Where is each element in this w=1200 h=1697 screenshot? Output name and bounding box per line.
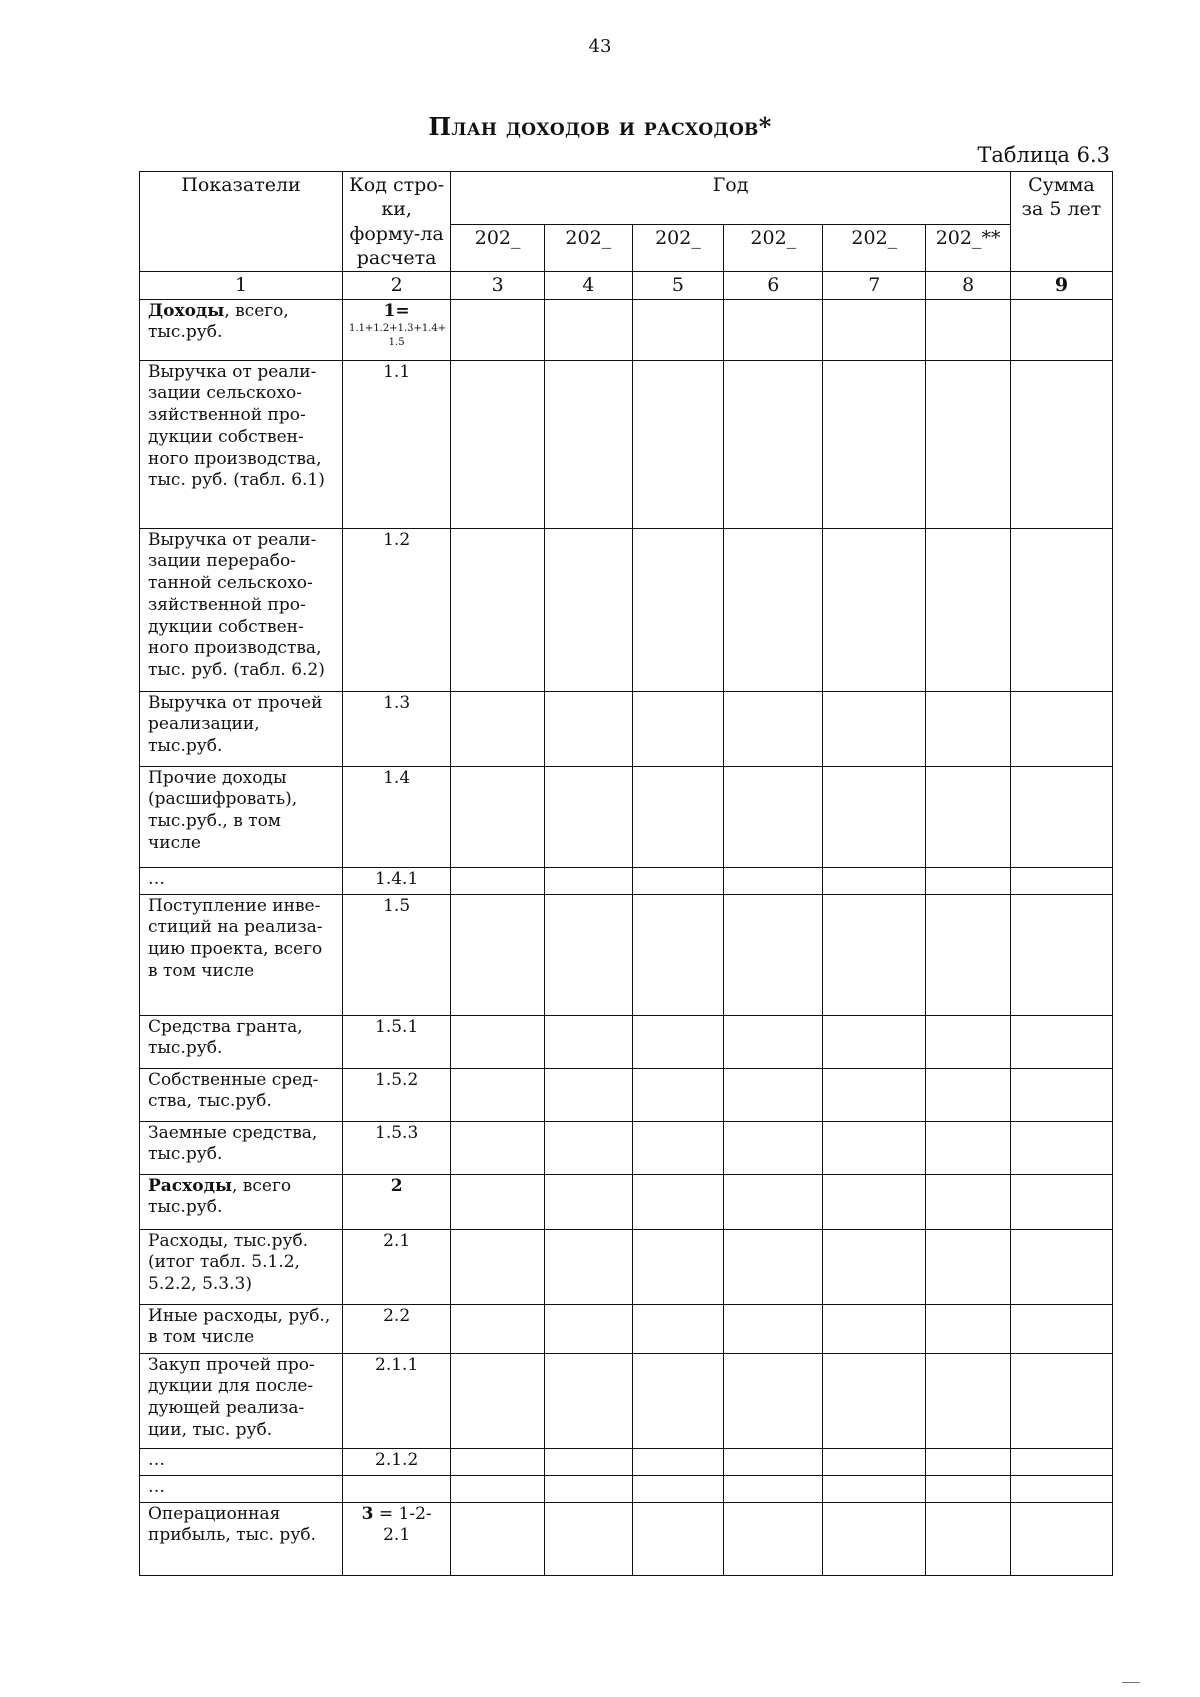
value-cell	[724, 894, 823, 1015]
value-cell	[451, 1353, 545, 1448]
header-indicators: Показатели	[140, 172, 343, 272]
value-cell	[632, 1502, 724, 1575]
value-cell	[451, 1121, 545, 1174]
value-cell	[926, 1475, 1011, 1502]
row-indicator-rest: , всего, тыс.руб.	[148, 300, 289, 343]
value-cell	[823, 1068, 926, 1121]
value-cell	[926, 1174, 1011, 1229]
value-cell	[724, 1015, 823, 1068]
header-year: 202_	[545, 225, 633, 272]
table-row	[140, 1475, 1113, 1502]
value-cell	[545, 360, 633, 528]
value-cell	[451, 360, 545, 528]
value-cell	[545, 1229, 633, 1304]
value-cell	[724, 691, 823, 766]
value-cell	[1010, 1068, 1112, 1121]
table-row	[140, 1304, 1113, 1353]
header-year: 202_**	[926, 225, 1011, 272]
row-indicator: Поступление инве-стиций на реализа-цию проекта, всего в том числе	[140, 894, 343, 1015]
value-cell	[926, 894, 1011, 1015]
value-cell	[823, 691, 926, 766]
table-row	[140, 1448, 1113, 1475]
value-cell	[724, 867, 823, 894]
income-expense-plan-table	[139, 171, 1113, 1576]
row-indicator: Собственные сред-ства, тыс.руб.	[140, 1068, 343, 1121]
value-cell	[823, 1304, 926, 1353]
row-indicator: Средства гранта, тыс.руб.	[140, 1015, 343, 1068]
column-number: 8	[926, 272, 1011, 299]
value-cell	[545, 867, 633, 894]
row-code: 2.1.2	[343, 1448, 451, 1475]
table-row	[140, 691, 1113, 766]
value-cell	[823, 528, 926, 691]
value-cell	[926, 1353, 1011, 1448]
value-cell	[451, 894, 545, 1015]
value-cell	[724, 1229, 823, 1304]
value-cell	[451, 1304, 545, 1353]
row-code-formula: 1.1+1.2+1.3+1.4+ 1.5	[349, 323, 447, 349]
value-cell	[823, 1475, 926, 1502]
row-code: 1.3	[343, 691, 451, 766]
value-cell	[632, 766, 724, 867]
header-year: 202_	[451, 225, 545, 272]
value-cell	[926, 1068, 1011, 1121]
row-indicator: …	[140, 1475, 343, 1502]
value-cell	[926, 1304, 1011, 1353]
value-cell	[632, 1068, 724, 1121]
value-cell	[823, 1121, 926, 1174]
value-cell	[724, 1304, 823, 1353]
value-cell	[545, 1502, 633, 1575]
header-sum: Сумма за 5 лет	[1010, 172, 1112, 272]
column-number: 9	[1010, 272, 1112, 299]
value-cell	[823, 1448, 926, 1475]
column-number: 2	[343, 272, 451, 299]
value-cell	[926, 1448, 1011, 1475]
table-row	[140, 1121, 1113, 1174]
header-code: Код стро-ки, форму-ла расчета	[343, 172, 451, 272]
document-title: План доходов и расходов*	[428, 112, 772, 141]
table-row	[140, 299, 1113, 360]
table-row	[140, 360, 1113, 528]
value-cell	[451, 766, 545, 867]
value-cell	[545, 691, 633, 766]
column-numbers-row	[140, 272, 1113, 299]
value-cell	[823, 1229, 926, 1304]
row-indicator: …	[140, 1448, 343, 1475]
table-caption: Таблица 6.3	[977, 143, 1110, 167]
value-cell	[545, 1174, 633, 1229]
row-code: 2.2	[343, 1304, 451, 1353]
header-year-group: Год	[451, 172, 1011, 225]
row-code	[343, 1502, 451, 1575]
value-cell	[724, 528, 823, 691]
value-cell	[545, 1353, 633, 1448]
value-cell	[545, 1475, 633, 1502]
value-cell	[632, 1448, 724, 1475]
value-cell	[451, 1068, 545, 1121]
value-cell	[1010, 1448, 1112, 1475]
scan-artifact	[1122, 1682, 1140, 1683]
value-cell	[451, 1475, 545, 1502]
value-cell	[823, 894, 926, 1015]
value-cell	[451, 299, 545, 360]
row-code	[343, 1475, 451, 1502]
value-cell	[926, 867, 1011, 894]
value-cell	[1010, 1121, 1112, 1174]
value-cell	[823, 1502, 926, 1575]
value-cell	[1010, 766, 1112, 867]
value-cell	[545, 1068, 633, 1121]
row-code: 1.5	[343, 894, 451, 1015]
value-cell	[451, 1502, 545, 1575]
value-cell	[823, 360, 926, 528]
value-cell	[632, 1174, 724, 1229]
value-cell	[724, 766, 823, 867]
table-row	[140, 1015, 1113, 1068]
value-cell	[451, 528, 545, 691]
row-indicator: Иные расходы, руб., в том числе	[140, 1304, 343, 1353]
value-cell	[823, 766, 926, 867]
value-cell	[1010, 894, 1112, 1015]
row-indicator-bold: Доходы	[148, 300, 225, 321]
value-cell	[926, 691, 1011, 766]
value-cell	[1010, 1502, 1112, 1575]
value-cell	[545, 299, 633, 360]
value-cell	[724, 360, 823, 528]
row-code: 1.4	[343, 766, 451, 867]
header-year: 202_	[823, 225, 926, 272]
value-cell	[724, 1448, 823, 1475]
row-indicator: Расходы, тыс.руб. (итог табл. 5.1.2, 5.2.2, 5.3.3)	[140, 1229, 343, 1304]
value-cell	[632, 867, 724, 894]
table-row	[140, 1353, 1113, 1448]
row-indicator: Прочие доходы (расшифровать), тыс.руб., в том числе	[140, 766, 343, 867]
value-cell	[1010, 691, 1112, 766]
row-code: 2	[343, 1174, 451, 1229]
value-cell	[926, 360, 1011, 528]
value-cell	[926, 1015, 1011, 1068]
row-indicator: …	[140, 867, 343, 894]
value-cell	[451, 691, 545, 766]
table-row	[140, 867, 1113, 894]
value-cell	[926, 1121, 1011, 1174]
value-cell	[1010, 1174, 1112, 1229]
table-row	[140, 766, 1113, 867]
header-row-top	[140, 172, 1113, 225]
value-cell	[545, 1121, 633, 1174]
row-code: 2.1	[343, 1229, 451, 1304]
value-cell	[1010, 360, 1112, 528]
value-cell	[724, 1121, 823, 1174]
value-cell	[632, 1475, 724, 1502]
column-number: 7	[823, 272, 926, 299]
value-cell	[1010, 528, 1112, 691]
page-number: 43	[588, 36, 612, 57]
value-cell	[632, 360, 724, 528]
value-cell	[926, 766, 1011, 867]
value-cell	[823, 867, 926, 894]
value-cell	[1010, 1475, 1112, 1502]
value-cell	[1010, 299, 1112, 360]
value-cell	[545, 1304, 633, 1353]
value-cell	[823, 1353, 926, 1448]
value-cell	[1010, 867, 1112, 894]
row-code: 1.2	[343, 528, 451, 691]
value-cell	[724, 1502, 823, 1575]
value-cell	[632, 1353, 724, 1448]
value-cell	[545, 1015, 633, 1068]
row-indicator: Выручка от реали-зации сельскохо-зяйственной про-дукции собствен-ного производства, тыс. руб. (табл. 6.1)	[140, 360, 343, 528]
value-cell	[545, 528, 633, 691]
value-cell	[451, 1229, 545, 1304]
row-indicator: Операционная прибыль, тыс. руб.	[140, 1502, 343, 1575]
header-year: 202_	[632, 225, 724, 272]
value-cell	[632, 1229, 724, 1304]
value-cell	[451, 1015, 545, 1068]
column-number: 6	[724, 272, 823, 299]
value-cell	[724, 1068, 823, 1121]
value-cell	[724, 299, 823, 360]
value-cell	[545, 1448, 633, 1475]
row-indicator-bold: Расходы	[148, 1175, 232, 1196]
table-row	[140, 1502, 1113, 1575]
value-cell	[724, 1353, 823, 1448]
row-code: 1.5.1	[343, 1015, 451, 1068]
value-cell	[823, 1174, 926, 1229]
table-row	[140, 894, 1113, 1015]
table-row	[140, 1174, 1113, 1229]
row-code: 1.4.1	[343, 867, 451, 894]
value-cell	[926, 528, 1011, 691]
row-indicator: Выручка от прочей реализации, тыс.руб.	[140, 691, 343, 766]
row-code: 1.1	[343, 360, 451, 528]
value-cell	[1010, 1304, 1112, 1353]
row-indicator: Выручка от реали-зации перерабо-танной сельскохо-зяйственной про-дукции собствен-ного производства, тыс. руб. (табл. 6.2)	[140, 528, 343, 691]
value-cell	[632, 894, 724, 1015]
table-row	[140, 528, 1113, 691]
table-body	[140, 299, 1113, 1575]
table-row	[140, 1229, 1113, 1304]
row-indicator	[140, 299, 343, 360]
row-code-bold: 3	[361, 1503, 374, 1524]
value-cell	[545, 894, 633, 1015]
value-cell	[724, 1174, 823, 1229]
value-cell	[451, 867, 545, 894]
value-cell	[926, 1502, 1011, 1575]
value-cell	[926, 1229, 1011, 1304]
table-row	[140, 1068, 1113, 1121]
value-cell	[1010, 1353, 1112, 1448]
value-cell	[1010, 1229, 1112, 1304]
row-code	[343, 299, 451, 360]
row-indicator	[140, 1174, 343, 1229]
column-number: 4	[545, 272, 633, 299]
row-indicator: Закуп прочей про-дукции для после-дующей реализа-ции, тыс. руб.	[140, 1353, 343, 1448]
value-cell	[724, 1475, 823, 1502]
column-number: 3	[451, 272, 545, 299]
row-code-rest: = 1-2-2.1	[373, 1503, 432, 1546]
value-cell	[823, 299, 926, 360]
row-code-main: 1=	[383, 300, 410, 321]
row-code: 1.5.3	[343, 1121, 451, 1174]
value-cell	[632, 691, 724, 766]
value-cell	[632, 1015, 724, 1068]
value-cell	[632, 1121, 724, 1174]
row-code: 1.5.2	[343, 1068, 451, 1121]
value-cell	[823, 1015, 926, 1068]
column-number: 1	[140, 272, 343, 299]
value-cell	[1010, 1015, 1112, 1068]
row-indicator-rest: , всего тыс.руб.	[148, 1175, 292, 1218]
value-cell	[632, 528, 724, 691]
value-cell	[545, 766, 633, 867]
value-cell	[926, 299, 1011, 360]
value-cell	[451, 1448, 545, 1475]
header-year: 202_	[724, 225, 823, 272]
column-number: 5	[632, 272, 724, 299]
value-cell	[632, 299, 724, 360]
value-cell	[632, 1304, 724, 1353]
row-code: 2.1.1	[343, 1353, 451, 1448]
value-cell	[451, 1174, 545, 1229]
row-indicator: Заемные средства, тыс.руб.	[140, 1121, 343, 1174]
